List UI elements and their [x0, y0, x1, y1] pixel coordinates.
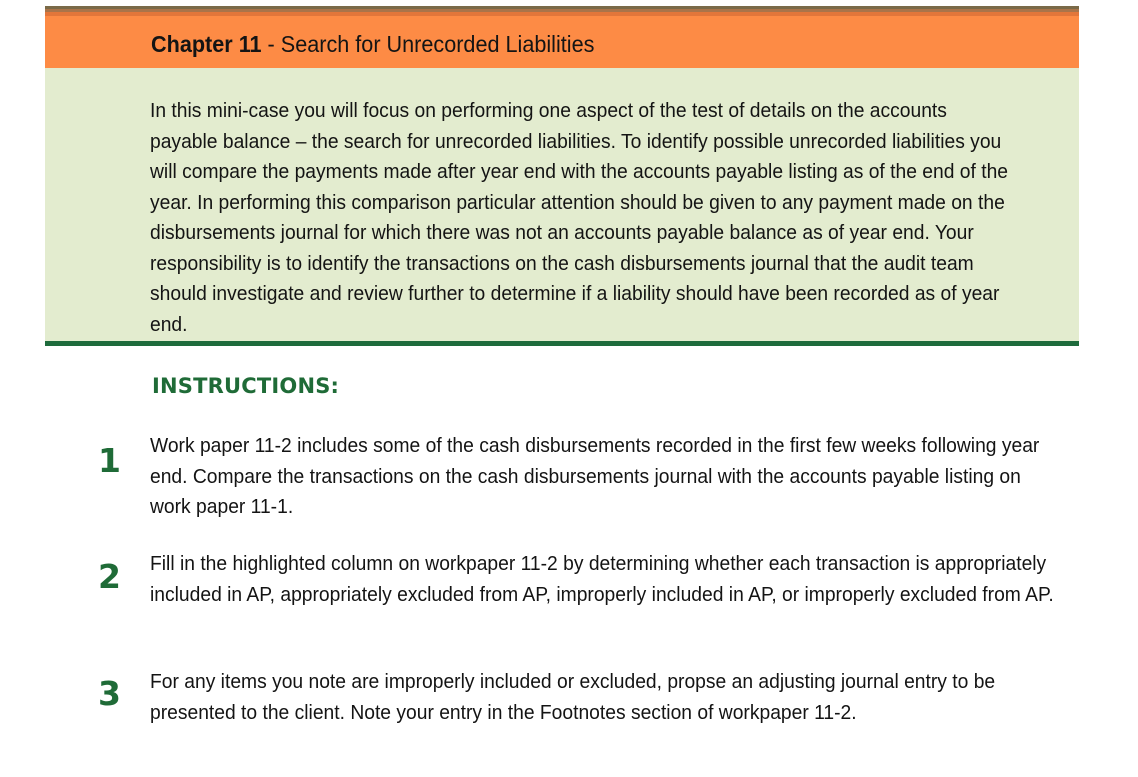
intro-panel [45, 68, 1079, 341]
step-text: For any items you note are improperly included or excluded, propse an adjusting journal entry to be presented to the client. Note your entry in the Footnotes section of workpaper 11-2. [150, 670, 996, 724]
chapter-title-separator: - [261, 31, 281, 57]
step-number: 3 [98, 674, 121, 713]
step-number: 2 [98, 557, 121, 596]
chapter-title [151, 30, 594, 58]
top-decorative-stripe [45, 6, 1079, 16]
step-number: 1 [98, 441, 121, 480]
step-text: Work paper 11-2 includes some of the cash disbursements recorded in the first few weeks following year end. Compare the transactions on the cash disbursements journal with the accounts payable listing on work paper 11-1. [150, 434, 1040, 518]
chapter-label: Chapter 11 [151, 31, 262, 57]
chapter-title-text: Search for Unrecorded Liabilities [280, 31, 595, 57]
chapter-header [45, 16, 1079, 68]
intro-paragraph: In this mini-case you will focus on performing one aspect of the test of details on the accounts payable balance – the search for unrecorded liabilities. To identify possible unrecorded liabilities you will compare the payments made after year end with the accounts payable listing as of the end of the year. In performing this comparison particular attention should be given to any payment made on the disbursements journal for which there was not an accounts payable balance as of year end. Your responsibility is to identify the transactions on the cash disbursements journal that the audit team should investigate and review further to determine if a liability should have been recorded as of year end. [150, 99, 1009, 336]
section-divider [45, 341, 1079, 346]
step-text: Fill in the highlighted column on workpaper 11-2 by determining whether each transaction is appropriately included in AP, appropriately excluded from AP, improperly included in AP, or improperly excluded from AP. [150, 552, 1054, 606]
instructions-heading: INSTRUCTIONS: [152, 374, 340, 398]
